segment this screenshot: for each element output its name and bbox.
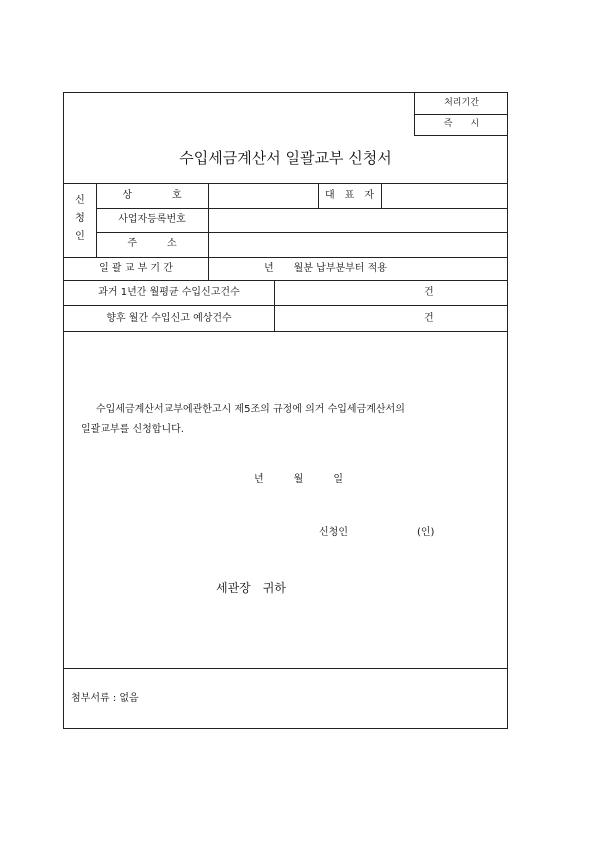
processing-period-header: 처리기간 xyxy=(444,98,479,108)
trade-name-label: 상 호 xyxy=(122,190,182,201)
application-statement-line-1: 수입세금계산서교부에관한고시 제5조의 규정에 의거 수입세금계산서의 xyxy=(96,404,405,415)
applicant-row2-border xyxy=(96,232,507,233)
address-label: 주 소 xyxy=(127,238,177,249)
application-form xyxy=(63,92,508,729)
applicant-side-label-2: 청 xyxy=(75,213,85,224)
processing-period-value: 즉 시 xyxy=(443,119,480,129)
applicant-side-label-3: 인 xyxy=(75,231,85,242)
applicant-side-label-1: 신 xyxy=(75,195,85,206)
attachment-top-border xyxy=(64,668,507,669)
expected-count-label: 향후 월간 수입신고 예상건수 xyxy=(106,313,232,324)
delivery-period-bottom-border xyxy=(64,280,507,281)
representative-label: 대 표 자 xyxy=(325,190,374,201)
application-date: 년 월 일 xyxy=(254,474,343,485)
applicant-label-divider xyxy=(208,183,209,257)
expected-count-unit: 건 xyxy=(424,313,434,324)
addressee: 세관장 귀하 xyxy=(216,581,286,595)
form-title: 수입세금계산서 일괄교부 신청서 xyxy=(179,149,392,167)
business-reg-number-label: 사업자등록번호 xyxy=(118,214,186,225)
delivery-period-divider xyxy=(208,257,209,280)
application-statement-line-2: 일괄교부를 신청합니다. xyxy=(81,424,184,435)
representative-label-divider xyxy=(381,183,382,208)
past-average-label: 과거 1년간 월평균 수입신고건수 xyxy=(98,287,240,298)
past-average-bottom-border xyxy=(64,305,507,306)
attachment-note: 첨부서류 : 없음 xyxy=(71,693,139,704)
delivery-period-value: 년 월분 납부분부터 적용 xyxy=(264,263,387,274)
title-bottom-border xyxy=(64,183,507,184)
processing-box-divider xyxy=(414,114,508,115)
seal-mark: (인) xyxy=(417,527,435,538)
past-average-unit: 건 xyxy=(424,287,434,298)
expected-count-bottom-border xyxy=(64,331,507,332)
applicant-row1-border xyxy=(96,208,507,209)
signer-label: 신청인 xyxy=(319,527,348,538)
applicant-bottom-border xyxy=(64,257,507,258)
processing-box-bottom-border xyxy=(414,135,508,136)
delivery-period-label: 일 괄 교 부 기 간 xyxy=(99,263,173,274)
